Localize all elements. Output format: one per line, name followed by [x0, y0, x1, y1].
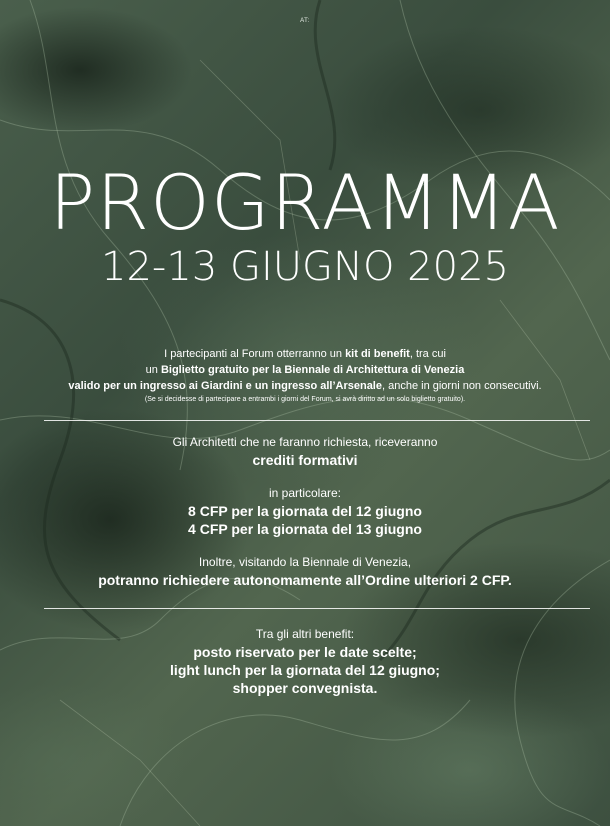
divider-1: [44, 420, 590, 421]
intro-line-1-text: I partecipanti al Forum otterranno un: [164, 348, 346, 360]
event-date: 12-13 GIUGNO 2025: [101, 244, 509, 290]
divider-2: [44, 608, 590, 609]
intro-block: [0, 346, 610, 406]
intro-line-3-end: , anche in giorni non consecutivi.: [381, 380, 542, 392]
benefit-item-1: posto riservato per le date scelte;: [193, 644, 417, 660]
credits-line-6: Inoltre, visitando la Biennale di Venezia,: [198, 555, 412, 569]
intro-line-1: [0, 346, 610, 362]
credits-heading: crediti formativi: [252, 452, 358, 468]
intro-line-1-end: , tra cui: [409, 348, 446, 360]
cfp-day-1: 8 CFP per la giornata del 12 giugno: [188, 503, 422, 519]
cfp-day-2: 4 CFP per la giornata del 13 giugno: [188, 521, 422, 537]
benefits-block: [0, 626, 610, 697]
intro-line-2-text: un: [145, 364, 161, 376]
credits-line-3: in particolare:: [268, 486, 342, 500]
page-title: PROGRAMMA: [49, 158, 561, 247]
entry-validity-text: valido per un ingresso ai Giardini e un ingresso all’Arsenale: [68, 380, 382, 392]
benefit-item-3: shopper convegnista.: [232, 680, 378, 696]
free-ticket-text: Biglietto gratuito per la Biennale di Architettura di Venezia: [160, 364, 465, 376]
credits-block: [0, 434, 610, 589]
intro-note: (Se si decidesse di partecipare a entrambi i giorni del Forum, si avrà diritto ad un solo biglietto gratuito).: [144, 396, 466, 403]
credits-line-1: Gli Architetti che ne faranno richiesta, riceveranno: [172, 435, 438, 449]
intro-line-2: [0, 362, 610, 378]
benefit-item-2: light lunch per la giornata del 12 giugno;: [170, 662, 440, 678]
extra-cfp: potranno richiedere autonomamente all’Ordine ulteriori 2 CFP.: [98, 572, 512, 588]
top-mark: AT:: [300, 18, 310, 24]
intro-line-3: [0, 378, 610, 394]
kit-benefit-text: kit di benefit: [345, 348, 410, 360]
benefits-intro: Tra gli altri benefit:: [255, 627, 355, 641]
